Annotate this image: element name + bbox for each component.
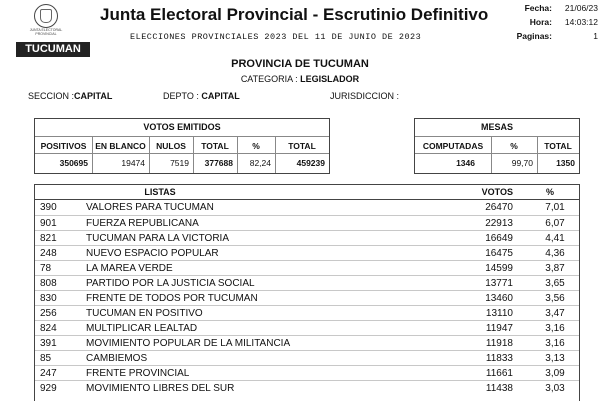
percent-value: 7,01 — [545, 202, 565, 213]
percent-value: 3,87 — [545, 263, 565, 274]
table-row — [35, 305, 579, 321]
electoral-seal-logo — [34, 4, 58, 28]
list-number: 824 — [40, 323, 57, 334]
votes-value: 11833 — [485, 353, 513, 364]
party-name: NUEVO ESPACIO POPULAR — [86, 248, 219, 259]
table-row — [35, 215, 579, 231]
depto-label: DEPTO : — [163, 91, 199, 101]
votes-value: 16649 — [485, 233, 513, 244]
votes-value: 11438 — [485, 383, 513, 394]
categoria-line — [0, 74, 600, 84]
table-row — [35, 380, 579, 396]
positivos-value: 350695 — [59, 158, 88, 168]
votes-value: 13110 — [485, 308, 513, 319]
pct-mesas-header: % — [510, 141, 518, 151]
list-number: 390 — [40, 202, 57, 213]
percent-value: 3,13 — [545, 353, 565, 364]
pct-mesas-value: 99,70 — [511, 158, 533, 168]
party-name: FRENTE DE TODOS POR TUCUMAN — [86, 293, 258, 304]
votes-value: 13771 — [485, 278, 513, 289]
list-number: 247 — [40, 368, 57, 379]
jurisdiccion-label: JURISDICCION : — [330, 91, 400, 101]
province-title: PROVINCIA DE TUCUMAN — [231, 58, 369, 70]
percent-value: 3,56 — [545, 293, 565, 304]
election-subtitle: ELECCIONES PROVINCIALES 2023 DEL 11 DE JUNIO DE 2023 — [130, 32, 422, 42]
percent-value: 3,65 — [545, 278, 565, 289]
table-row — [35, 350, 579, 366]
seal-caption: JUNTA ELECTORAL PROVINCIAL — [29, 28, 63, 36]
votos-emitidos-title: VOTOS EMITIDOS — [143, 122, 221, 132]
party-name: CAMBIEMOS — [86, 353, 148, 364]
percent-value: 3,47 — [545, 308, 565, 319]
pct-emitidos-value: 82,24 — [249, 158, 271, 168]
party-name: FUERZA REPUBLICANA — [86, 218, 199, 229]
listas-table — [34, 184, 580, 401]
computadas-header: COMPUTADAS — [422, 141, 484, 151]
list-number: 901 — [40, 218, 57, 229]
votes-value: 11661 — [485, 368, 513, 379]
party-name: TUCUMAN EN POSITIVO — [86, 308, 203, 319]
list-number: 830 — [40, 293, 57, 304]
seccion-label: SECCION : — [28, 91, 75, 101]
nulos-header: NULOS — [156, 141, 186, 151]
pct-emitidos-header: % — [252, 141, 260, 151]
list-number: 256 — [40, 308, 57, 319]
table-row — [35, 245, 579, 261]
jurisdiccion-field — [330, 91, 399, 101]
votes-value: 22913 — [485, 218, 513, 229]
percent-value: 3,09 — [545, 368, 565, 379]
total-electores-header: TOTAL — [288, 141, 316, 151]
en-blanco-value: 19474 — [121, 158, 145, 168]
seccion-field — [28, 91, 112, 101]
percent-value: 3,16 — [545, 338, 565, 349]
table-row — [35, 335, 579, 351]
fecha-value: 21/06/23 — [564, 3, 598, 13]
province-badge: TUCUMAN — [16, 42, 90, 57]
categoria-value: LEGISLADOR — [300, 74, 360, 84]
depto-value: CAPITAL — [201, 91, 240, 101]
votes-value: 13460 — [485, 293, 513, 304]
pct-header: % — [545, 187, 554, 197]
party-name: FRENTE PROVINCIAL — [86, 368, 190, 379]
list-number: 248 — [40, 248, 57, 259]
computadas-value: 1346 — [456, 158, 475, 168]
percent-value: 3,03 — [545, 383, 565, 394]
votes-value: 11947 — [485, 323, 513, 334]
paginas-label: Paginas: — [516, 31, 552, 41]
list-number: 78 — [40, 263, 52, 274]
percent-value: 4,41 — [545, 233, 565, 244]
table-row — [35, 275, 579, 291]
party-name: MOVIMIENTO LIBRES DEL SUR — [86, 383, 235, 394]
votos-emitidos-table — [34, 118, 330, 174]
votes-value: 26470 — [485, 202, 513, 213]
categoria-label: CATEGORIA : — [240, 74, 298, 84]
page-title: Junta Electoral Provincial - Escrutinio Definitivo — [100, 5, 489, 24]
table-row — [35, 320, 579, 336]
votes-value: 11918 — [485, 338, 513, 349]
list-number: 929 — [40, 383, 57, 394]
party-name: MULTIPLICAR LEALTAD — [86, 323, 198, 334]
party-name: MOVIMIENTO POPULAR DE LA MILITANCIA — [86, 338, 291, 349]
party-name: VALORES PARA TUCUMAN — [86, 202, 214, 213]
list-number: 808 — [40, 278, 57, 289]
total-mesas-value: 1350 — [556, 158, 575, 168]
party-name: TUCUMAN PARA LA VICTORIA — [86, 233, 229, 244]
table-row — [35, 260, 579, 276]
listas-header-row — [35, 185, 579, 200]
paginas-value: 1 — [593, 31, 598, 41]
depto-field — [163, 91, 240, 101]
party-name: LA MAREA VERDE — [86, 263, 173, 274]
total-mesas-header: TOTAL — [544, 141, 572, 151]
mesas-table — [414, 118, 580, 174]
votes-value: 16475 — [485, 248, 513, 259]
nulos-value: 7519 — [170, 158, 189, 168]
fecha-label: Fecha: — [524, 3, 552, 13]
list-number: 85 — [40, 353, 52, 364]
en-blanco-header: EN BLANCO — [95, 141, 146, 151]
percent-value: 4,36 — [545, 248, 565, 259]
table-row — [35, 290, 579, 306]
percent-value: 3,16 — [545, 323, 565, 334]
votos-header: VOTOS — [481, 187, 513, 197]
percent-value: 6,07 — [545, 218, 565, 229]
positivos-header: POSITIVOS — [40, 141, 87, 151]
total-electores-value: 459239 — [296, 158, 325, 168]
total-emitidos-value: 377688 — [204, 158, 233, 168]
party-name: PARTIDO POR LA JUSTICIA SOCIAL — [86, 278, 255, 289]
mesas-title: MESAS — [480, 122, 513, 132]
table-row — [35, 200, 579, 215]
listas-header: LISTAS — [144, 187, 176, 197]
votes-value: 14599 — [485, 263, 513, 274]
list-number: 821 — [40, 233, 57, 244]
hora-label: Hora: — [529, 17, 552, 27]
total-emitidos-header: TOTAL — [201, 141, 229, 151]
list-number: 391 — [40, 338, 57, 349]
hora-value: 14:03:12 — [564, 17, 598, 27]
table-row — [35, 230, 579, 246]
table-row — [35, 365, 579, 381]
seccion-value: CAPITAL — [74, 91, 113, 101]
